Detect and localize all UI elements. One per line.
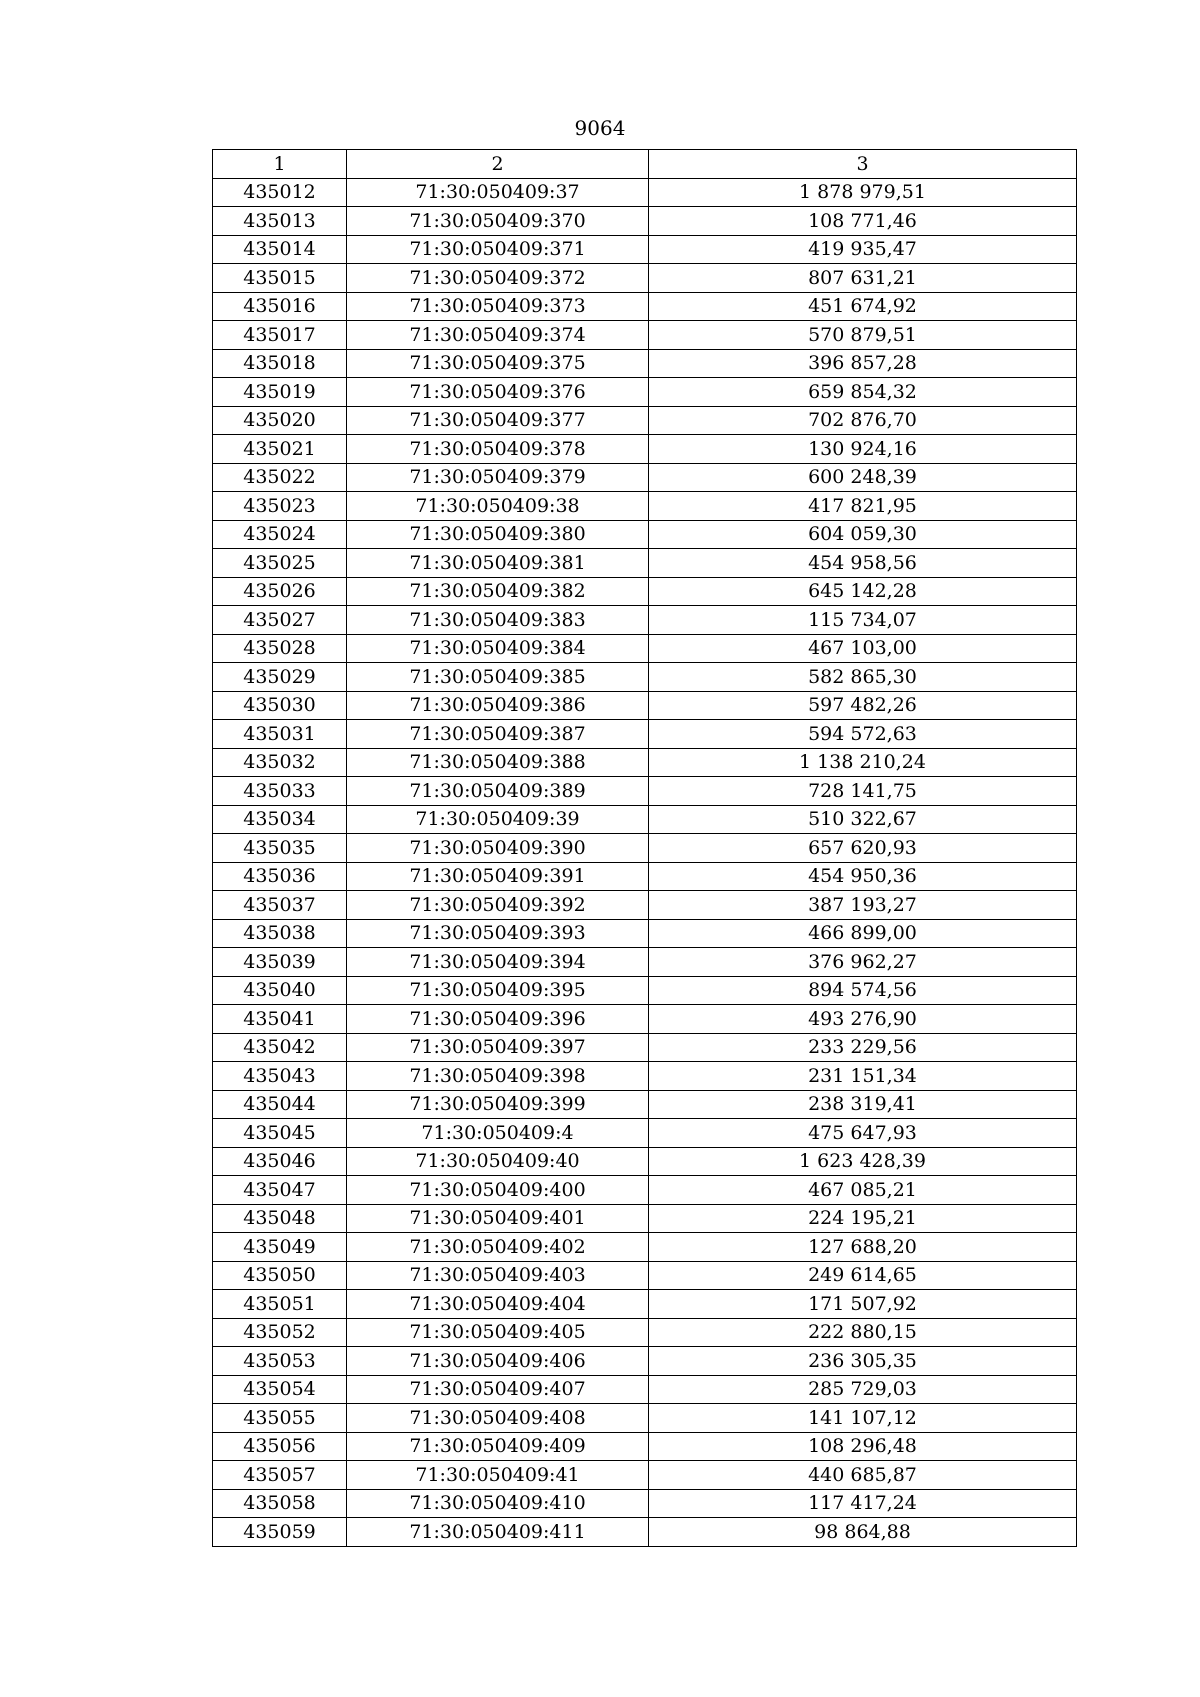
table-row: [213, 834, 1077, 863]
row-number-cell: 435057: [213, 1461, 347, 1490]
table-row: [213, 606, 1077, 635]
cadastral-number-cell: 71:30:050409:387: [347, 720, 649, 749]
value-cell: 376 962,27: [649, 948, 1077, 977]
cadastral-number-cell: 71:30:050409:37: [347, 178, 649, 207]
table-row: [213, 378, 1077, 407]
table-row: [213, 976, 1077, 1005]
table-row: [213, 1204, 1077, 1233]
cadastral-number-cell: 71:30:050409:401: [347, 1204, 649, 1233]
value-cell: 604 059,30: [649, 520, 1077, 549]
cadastral-number-cell: 71:30:050409:382: [347, 577, 649, 606]
row-number-cell: 435034: [213, 805, 347, 834]
cadastral-number-cell: 71:30:050409:380: [347, 520, 649, 549]
table-row: [213, 720, 1077, 749]
row-number-cell: 435055: [213, 1404, 347, 1433]
row-number-cell: 435054: [213, 1375, 347, 1404]
cadastral-number-cell: 71:30:050409:388: [347, 748, 649, 777]
row-number-cell: 435049: [213, 1233, 347, 1262]
row-number-cell: 435027: [213, 606, 347, 635]
column-header-3: 3: [649, 150, 1077, 179]
value-cell: 238 319,41: [649, 1090, 1077, 1119]
value-cell: 597 482,26: [649, 691, 1077, 720]
value-cell: 493 276,90: [649, 1005, 1077, 1034]
value-cell: 1 623 428,39: [649, 1147, 1077, 1176]
table-row: [213, 321, 1077, 350]
cadastral-number-cell: 71:30:050409:398: [347, 1062, 649, 1091]
cadastral-number-cell: 71:30:050409:399: [347, 1090, 649, 1119]
value-cell: 222 880,15: [649, 1318, 1077, 1347]
row-number-cell: 435047: [213, 1176, 347, 1205]
table-row: [213, 235, 1077, 264]
row-number-cell: 435059: [213, 1518, 347, 1547]
cadastral-number-cell: 71:30:050409:383: [347, 606, 649, 635]
cadastral-number-cell: 71:30:050409:411: [347, 1518, 649, 1547]
row-number-cell: 435048: [213, 1204, 347, 1233]
row-number-cell: 435031: [213, 720, 347, 749]
table-row: [213, 1233, 1077, 1262]
table-row: [213, 178, 1077, 207]
row-number-cell: 435016: [213, 292, 347, 321]
table-row: [213, 1347, 1077, 1376]
cadastral-number-cell: 71:30:050409:386: [347, 691, 649, 720]
cadastral-number-cell: 71:30:050409:391: [347, 862, 649, 891]
table-row: [213, 549, 1077, 578]
value-cell: 467 085,21: [649, 1176, 1077, 1205]
table-row: [213, 1090, 1077, 1119]
row-number-cell: 435043: [213, 1062, 347, 1091]
cadastral-number-cell: 71:30:050409:370: [347, 207, 649, 236]
table-body: [213, 178, 1077, 1546]
table-row: [213, 1375, 1077, 1404]
cadastral-number-cell: 71:30:050409:409: [347, 1432, 649, 1461]
row-number-cell: 435050: [213, 1261, 347, 1290]
value-cell: 115 734,07: [649, 606, 1077, 635]
value-cell: 894 574,56: [649, 976, 1077, 1005]
row-number-cell: 435044: [213, 1090, 347, 1119]
cadastral-number-cell: 71:30:050409:395: [347, 976, 649, 1005]
value-cell: 224 195,21: [649, 1204, 1077, 1233]
row-number-cell: 435041: [213, 1005, 347, 1034]
value-cell: 127 688,20: [649, 1233, 1077, 1262]
cadastral-number-cell: 71:30:050409:385: [347, 663, 649, 692]
table-header-row: [213, 150, 1077, 179]
value-cell: 117 417,24: [649, 1489, 1077, 1518]
cadastral-number-cell: 71:30:050409:377: [347, 406, 649, 435]
cadastral-number-cell: 71:30:050409:378: [347, 435, 649, 464]
value-cell: 454 958,56: [649, 549, 1077, 578]
cadastral-number-cell: 71:30:050409:390: [347, 834, 649, 863]
value-cell: 728 141,75: [649, 777, 1077, 806]
cadastral-number-cell: 71:30:050409:400: [347, 1176, 649, 1205]
column-header-2: 2: [347, 150, 649, 179]
value-cell: 475 647,93: [649, 1119, 1077, 1148]
row-number-cell: 435051: [213, 1290, 347, 1319]
cadastral-number-cell: 71:30:050409:379: [347, 463, 649, 492]
table-row: [213, 1290, 1077, 1319]
row-number-cell: 435015: [213, 264, 347, 293]
cadastral-number-cell: 71:30:050409:381: [347, 549, 649, 578]
value-cell: 440 685,87: [649, 1461, 1077, 1490]
row-number-cell: 435012: [213, 178, 347, 207]
column-header-1: 1: [213, 150, 347, 179]
cadastral-number-cell: 71:30:050409:393: [347, 919, 649, 948]
table-row: [213, 207, 1077, 236]
table-row: [213, 577, 1077, 606]
cadastral-number-cell: 71:30:050409:407: [347, 1375, 649, 1404]
table-row: [213, 1062, 1077, 1091]
cadastral-number-cell: 71:30:050409:372: [347, 264, 649, 293]
value-cell: 236 305,35: [649, 1347, 1077, 1376]
value-cell: 594 572,63: [649, 720, 1077, 749]
row-number-cell: 435056: [213, 1432, 347, 1461]
table-row: [213, 1261, 1077, 1290]
table-row: [213, 292, 1077, 321]
value-cell: 108 771,46: [649, 207, 1077, 236]
table-row: [213, 492, 1077, 521]
row-number-cell: 435036: [213, 862, 347, 891]
row-number-cell: 435038: [213, 919, 347, 948]
table-row: [213, 520, 1077, 549]
table-row: [213, 1147, 1077, 1176]
table-row: [213, 406, 1077, 435]
value-cell: 387 193,27: [649, 891, 1077, 920]
value-cell: 108 296,48: [649, 1432, 1077, 1461]
cadastral-number-cell: 71:30:050409:394: [347, 948, 649, 977]
value-cell: 285 729,03: [649, 1375, 1077, 1404]
table-row: [213, 663, 1077, 692]
table-row: [213, 349, 1077, 378]
row-number-cell: 435019: [213, 378, 347, 407]
value-cell: 467 103,00: [649, 634, 1077, 663]
row-number-cell: 435040: [213, 976, 347, 1005]
row-number-cell: 435046: [213, 1147, 347, 1176]
value-cell: 600 248,39: [649, 463, 1077, 492]
cadastral-number-cell: 71:30:050409:374: [347, 321, 649, 350]
value-cell: 657 620,93: [649, 834, 1077, 863]
value-cell: 645 142,28: [649, 577, 1077, 606]
cadastral-number-cell: 71:30:050409:389: [347, 777, 649, 806]
cadastral-number-cell: 71:30:050409:392: [347, 891, 649, 920]
row-number-cell: 435018: [213, 349, 347, 378]
row-number-cell: 435014: [213, 235, 347, 264]
row-number-cell: 435037: [213, 891, 347, 920]
row-number-cell: 435025: [213, 549, 347, 578]
cadastral-number-cell: 71:30:050409:4: [347, 1119, 649, 1148]
table-row: [213, 805, 1077, 834]
table-row: [213, 777, 1077, 806]
table-row: [213, 1432, 1077, 1461]
value-cell: 233 229,56: [649, 1033, 1077, 1062]
value-cell: 510 322,67: [649, 805, 1077, 834]
value-cell: 659 854,32: [649, 378, 1077, 407]
cadastral-number-cell: 71:30:050409:405: [347, 1318, 649, 1347]
value-cell: 249 614,65: [649, 1261, 1077, 1290]
row-number-cell: 435020: [213, 406, 347, 435]
value-cell: 1 878 979,51: [649, 178, 1077, 207]
cadastral-number-cell: 71:30:050409:39: [347, 805, 649, 834]
cadastral-number-cell: 71:30:050409:408: [347, 1404, 649, 1433]
row-number-cell: 435039: [213, 948, 347, 977]
data-table: [212, 149, 1077, 1547]
cadastral-number-cell: 71:30:050409:403: [347, 1261, 649, 1290]
row-number-cell: 435022: [213, 463, 347, 492]
value-cell: 807 631,21: [649, 264, 1077, 293]
row-number-cell: 435032: [213, 748, 347, 777]
row-number-cell: 435045: [213, 1119, 347, 1148]
cadastral-number-cell: 71:30:050409:373: [347, 292, 649, 321]
value-cell: 231 151,34: [649, 1062, 1077, 1091]
row-number-cell: 435042: [213, 1033, 347, 1062]
value-cell: 130 924,16: [649, 435, 1077, 464]
row-number-cell: 435026: [213, 577, 347, 606]
table-row: [213, 264, 1077, 293]
table-row: [213, 919, 1077, 948]
row-number-cell: 435023: [213, 492, 347, 521]
row-number-cell: 435053: [213, 1347, 347, 1376]
value-cell: 454 950,36: [649, 862, 1077, 891]
value-cell: 171 507,92: [649, 1290, 1077, 1319]
cadastral-number-cell: 71:30:050409:410: [347, 1489, 649, 1518]
cadastral-number-cell: 71:30:050409:38: [347, 492, 649, 521]
table-row: [213, 1518, 1077, 1547]
value-cell: 570 879,51: [649, 321, 1077, 350]
row-number-cell: 435017: [213, 321, 347, 350]
cadastral-number-cell: 71:30:050409:41: [347, 1461, 649, 1490]
table-row: [213, 1033, 1077, 1062]
value-cell: 702 876,70: [649, 406, 1077, 435]
table-row: [213, 435, 1077, 464]
cadastral-number-cell: 71:30:050409:40: [347, 1147, 649, 1176]
row-number-cell: 435052: [213, 1318, 347, 1347]
cadastral-number-cell: 71:30:050409:371: [347, 235, 649, 264]
table-row: [213, 1318, 1077, 1347]
data-table-container: [212, 149, 1076, 1547]
table-row: [213, 463, 1077, 492]
value-cell: 419 935,47: [649, 235, 1077, 264]
cadastral-number-cell: 71:30:050409:375: [347, 349, 649, 378]
page-number: 9064: [574, 116, 626, 140]
cadastral-number-cell: 71:30:050409:406: [347, 1347, 649, 1376]
table-row: [213, 634, 1077, 663]
cadastral-number-cell: 71:30:050409:397: [347, 1033, 649, 1062]
table-row: [213, 1005, 1077, 1034]
table-row: [213, 1489, 1077, 1518]
value-cell: 466 899,00: [649, 919, 1077, 948]
table-row: [213, 1404, 1077, 1433]
row-number-cell: 435030: [213, 691, 347, 720]
table-row: [213, 1176, 1077, 1205]
row-number-cell: 435035: [213, 834, 347, 863]
cadastral-number-cell: 71:30:050409:396: [347, 1005, 649, 1034]
row-number-cell: 435013: [213, 207, 347, 236]
table-row: [213, 948, 1077, 977]
row-number-cell: 435058: [213, 1489, 347, 1518]
cadastral-number-cell: 71:30:050409:404: [347, 1290, 649, 1319]
row-number-cell: 435028: [213, 634, 347, 663]
cadastral-number-cell: 71:30:050409:402: [347, 1233, 649, 1262]
value-cell: 396 857,28: [649, 349, 1077, 378]
value-cell: 417 821,95: [649, 492, 1077, 521]
value-cell: 98 864,88: [649, 1518, 1077, 1547]
row-number-cell: 435021: [213, 435, 347, 464]
value-cell: 141 107,12: [649, 1404, 1077, 1433]
cadastral-number-cell: 71:30:050409:376: [347, 378, 649, 407]
cadastral-number-cell: 71:30:050409:384: [347, 634, 649, 663]
table-row: [213, 1461, 1077, 1490]
table-row: [213, 1119, 1077, 1148]
table-row: [213, 891, 1077, 920]
value-cell: 1 138 210,24: [649, 748, 1077, 777]
table-row: [213, 748, 1077, 777]
row-number-cell: 435029: [213, 663, 347, 692]
table-row: [213, 691, 1077, 720]
value-cell: 582 865,30: [649, 663, 1077, 692]
row-number-cell: 435024: [213, 520, 347, 549]
value-cell: 451 674,92: [649, 292, 1077, 321]
row-number-cell: 435033: [213, 777, 347, 806]
table-row: [213, 862, 1077, 891]
